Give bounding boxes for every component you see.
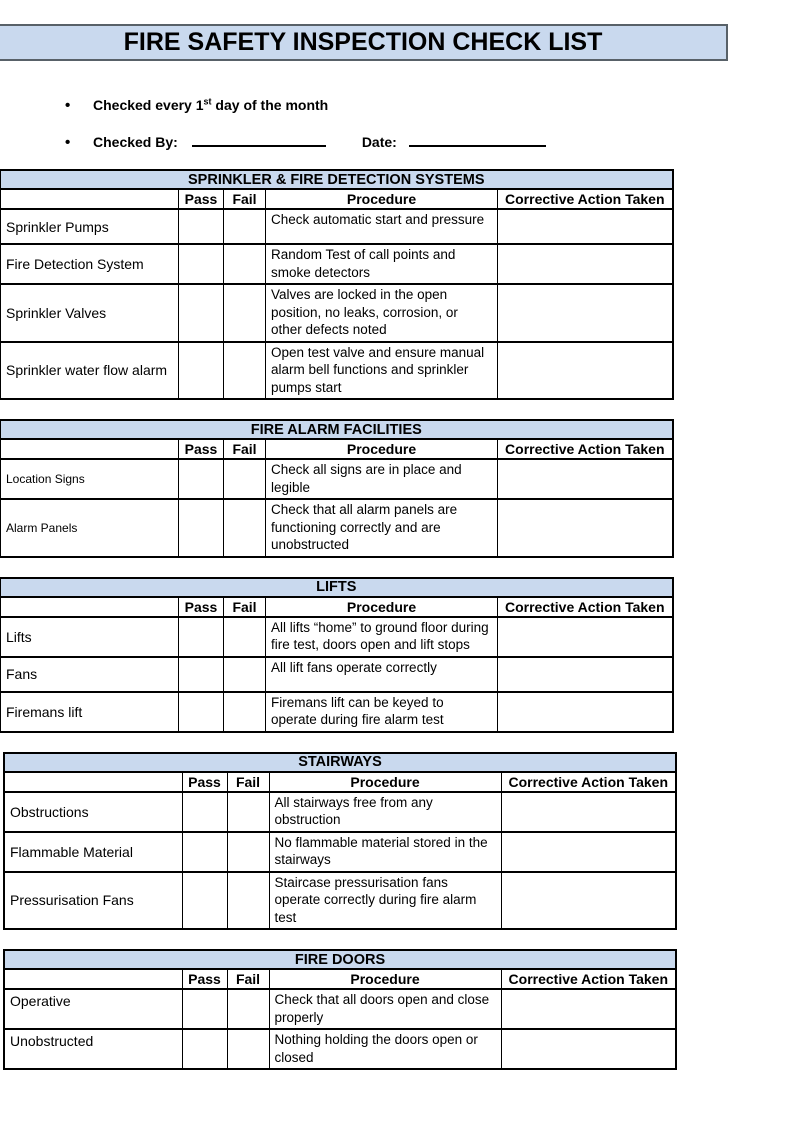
bullet-check-frequency bbox=[0, 97, 793, 114]
column-header-corrective: Corrective Action Taken bbox=[498, 439, 673, 459]
table-row bbox=[1, 459, 673, 499]
fail-cell[interactable] bbox=[227, 792, 269, 832]
section-table-stairways bbox=[3, 752, 677, 931]
item-label: Operative bbox=[4, 989, 182, 1029]
corrective-action-cell[interactable] bbox=[498, 692, 673, 732]
fail-cell[interactable] bbox=[224, 617, 266, 657]
item-label: Location Signs bbox=[1, 459, 179, 499]
column-header-corrective: Corrective Action Taken bbox=[501, 969, 676, 989]
fail-cell[interactable] bbox=[224, 342, 266, 400]
section-table-lifts bbox=[0, 577, 674, 733]
corrective-action-cell[interactable] bbox=[498, 284, 673, 342]
column-header-corrective: Corrective Action Taken bbox=[498, 597, 673, 617]
item-label: Flammable Material bbox=[4, 832, 182, 872]
pass-cell[interactable] bbox=[182, 832, 227, 872]
table-row bbox=[1, 284, 673, 342]
check-frequency-text: Checked every 1st day of the month bbox=[93, 96, 329, 113]
fail-cell[interactable] bbox=[224, 459, 266, 499]
pass-cell[interactable] bbox=[179, 209, 224, 244]
corrective-action-cell[interactable] bbox=[498, 342, 673, 400]
column-header-item bbox=[1, 439, 179, 459]
procedure-text: Check that all alarm panels are functioning correctly and are unobstructed bbox=[266, 499, 498, 557]
corrective-action-cell[interactable] bbox=[501, 1029, 676, 1069]
corrective-action-cell[interactable] bbox=[501, 832, 676, 872]
pass-cell[interactable] bbox=[182, 872, 227, 930]
section-table-fire-alarm-facilities bbox=[0, 419, 674, 558]
column-header-procedure: Procedure bbox=[269, 969, 501, 989]
pass-cell[interactable] bbox=[179, 244, 224, 284]
procedure-text: Check that all doors open and close properly bbox=[269, 989, 501, 1029]
column-header-pass: Pass bbox=[182, 772, 227, 792]
table-row bbox=[4, 792, 676, 832]
item-label: Firemans lift bbox=[1, 692, 179, 732]
procedure-text: Random Test of call points and smoke detectors bbox=[266, 244, 498, 284]
item-label: Pressurisation Fans bbox=[4, 872, 182, 930]
corrective-action-cell[interactable] bbox=[498, 459, 673, 499]
fail-cell[interactable] bbox=[224, 499, 266, 557]
column-header-corrective: Corrective Action Taken bbox=[501, 772, 676, 792]
table-row bbox=[4, 1029, 676, 1069]
item-label: Unobstructed bbox=[4, 1029, 182, 1069]
procedure-text: All stairways free from any obstruction bbox=[269, 792, 501, 832]
fail-cell[interactable] bbox=[224, 209, 266, 244]
table-row bbox=[1, 209, 673, 244]
fail-cell[interactable] bbox=[224, 657, 266, 692]
column-header-item bbox=[1, 597, 179, 617]
procedure-text: All lift fans operate correctly bbox=[266, 657, 498, 692]
pass-cell[interactable] bbox=[182, 792, 227, 832]
column-header-procedure: Procedure bbox=[266, 439, 498, 459]
fail-cell[interactable] bbox=[224, 284, 266, 342]
table-row bbox=[1, 617, 673, 657]
table-row bbox=[1, 499, 673, 557]
pass-cell[interactable] bbox=[182, 989, 227, 1029]
document-page bbox=[0, 24, 793, 1070]
corrective-action-cell[interactable] bbox=[501, 872, 676, 930]
fail-cell[interactable] bbox=[227, 872, 269, 930]
corrective-action-cell[interactable] bbox=[498, 499, 673, 557]
fail-cell[interactable] bbox=[224, 692, 266, 732]
item-label: Obstructions bbox=[4, 792, 182, 832]
pass-cell[interactable] bbox=[179, 342, 224, 400]
column-header-item bbox=[1, 189, 179, 209]
procedure-text: Valves are locked in the open position, no leaks, corrosion, or other defects noted bbox=[266, 284, 498, 342]
procedure-text: Check all signs are in place and legible bbox=[266, 459, 498, 499]
section-title: STAIRWAYS bbox=[4, 753, 676, 772]
item-label: Sprinkler water flow alarm bbox=[1, 342, 179, 400]
section-table-sprinkler-fire-detection-systems bbox=[0, 169, 674, 400]
page-title: FIRE SAFETY INSPECTION CHECK LIST bbox=[123, 28, 603, 56]
item-label: Sprinkler Valves bbox=[1, 284, 179, 342]
pass-cell[interactable] bbox=[179, 692, 224, 732]
column-header-procedure: Procedure bbox=[269, 772, 501, 792]
procedure-text: No flammable material stored in the stairways bbox=[269, 832, 501, 872]
pass-cell[interactable] bbox=[182, 1029, 227, 1069]
date-input-line[interactable] bbox=[409, 135, 546, 147]
corrective-action-cell[interactable] bbox=[498, 209, 673, 244]
corrective-action-cell[interactable] bbox=[501, 989, 676, 1029]
column-header-pass: Pass bbox=[179, 189, 224, 209]
pass-cell[interactable] bbox=[179, 657, 224, 692]
page-title-banner bbox=[0, 24, 728, 61]
fail-cell[interactable] bbox=[227, 1029, 269, 1069]
procedure-text: Firemans lift can be keyed to operate during fire alarm test bbox=[266, 692, 498, 732]
table-row bbox=[1, 692, 673, 732]
column-header-item bbox=[4, 969, 182, 989]
fail-cell[interactable] bbox=[224, 244, 266, 284]
column-header-item bbox=[4, 772, 182, 792]
corrective-action-cell[interactable] bbox=[498, 244, 673, 284]
ordinal-superscript: st bbox=[203, 96, 212, 107]
column-header-fail: Fail bbox=[224, 189, 266, 209]
section-title: FIRE DOORS bbox=[4, 950, 676, 969]
procedure-text: Check automatic start and pressure bbox=[266, 209, 498, 244]
column-header-pass: Pass bbox=[182, 969, 227, 989]
column-header-fail: Fail bbox=[227, 969, 269, 989]
bullet-checked-by-date bbox=[0, 134, 793, 151]
corrective-action-cell[interactable] bbox=[498, 657, 673, 692]
checked-by-label: Checked By: bbox=[93, 134, 178, 150]
item-label: Sprinkler Pumps bbox=[1, 209, 179, 244]
item-label: Fire Detection System bbox=[1, 244, 179, 284]
table-row bbox=[4, 832, 676, 872]
pass-cell[interactable] bbox=[179, 284, 224, 342]
column-header-fail: Fail bbox=[224, 439, 266, 459]
item-label: Alarm Panels bbox=[1, 499, 179, 557]
procedure-text: Staircase pressurisation fans operate correctly during fire alarm test bbox=[269, 872, 501, 930]
section-title: FIRE ALARM FACILITIES bbox=[1, 420, 673, 439]
column-header-fail: Fail bbox=[227, 772, 269, 792]
date-label: Date: bbox=[361, 134, 397, 150]
corrective-action-cell[interactable] bbox=[498, 617, 673, 657]
pass-cell[interactable] bbox=[179, 499, 224, 557]
table-row bbox=[1, 244, 673, 284]
table-row bbox=[1, 342, 673, 400]
checked-by-input-line[interactable] bbox=[192, 135, 326, 147]
procedure-text: All lifts “home” to ground floor during fire test, doors open and lift stops bbox=[266, 617, 498, 657]
column-header-procedure: Procedure bbox=[266, 189, 498, 209]
intro-bullets bbox=[0, 97, 793, 151]
column-header-pass: Pass bbox=[179, 439, 224, 459]
pass-cell[interactable] bbox=[179, 617, 224, 657]
procedure-text: Nothing holding the doors open or closed bbox=[269, 1029, 501, 1069]
section-title: SPRINKLER & FIRE DETECTION SYSTEMS bbox=[1, 170, 673, 189]
pass-cell[interactable] bbox=[179, 459, 224, 499]
column-header-pass: Pass bbox=[179, 597, 224, 617]
section-table-fire-doors bbox=[3, 949, 677, 1070]
item-label: Fans bbox=[1, 657, 179, 692]
column-header-corrective: Corrective Action Taken bbox=[498, 189, 673, 209]
fail-cell[interactable] bbox=[227, 832, 269, 872]
sections-container bbox=[0, 169, 793, 1070]
table-row bbox=[1, 657, 673, 692]
corrective-action-cell[interactable] bbox=[501, 792, 676, 832]
item-label: Lifts bbox=[1, 617, 179, 657]
table-row bbox=[4, 989, 676, 1029]
procedure-text: Open test valve and ensure manual alarm bell functions and sprinkler pumps start bbox=[266, 342, 498, 400]
table-row bbox=[4, 872, 676, 930]
column-header-procedure: Procedure bbox=[266, 597, 498, 617]
section-title: LIFTS bbox=[1, 578, 673, 597]
column-header-fail: Fail bbox=[224, 597, 266, 617]
fail-cell[interactable] bbox=[227, 989, 269, 1029]
